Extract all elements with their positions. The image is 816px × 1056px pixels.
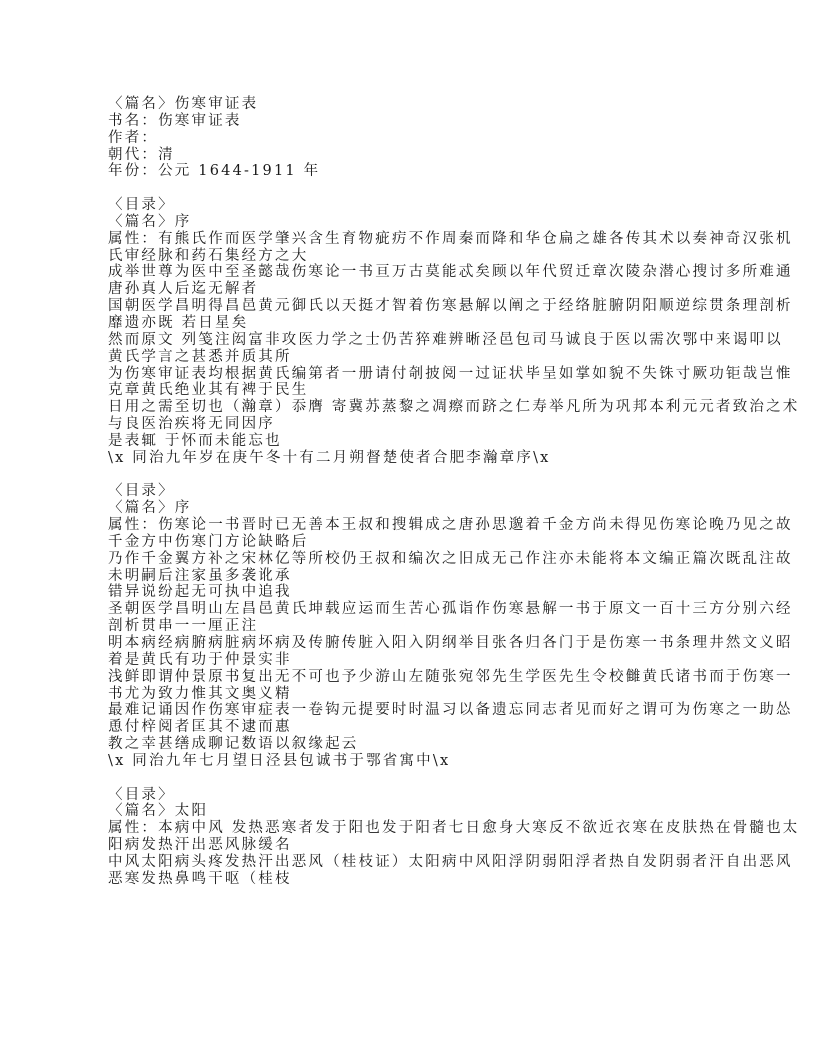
document-body (108, 96, 800, 888)
text-line: 书名：伤寒审证表 (108, 112, 242, 129)
text-line: 〈篇名〉序 (108, 500, 192, 517)
text-line: 错异说纷起无可执中追我 (108, 584, 292, 601)
text-line: 浅鲜即谓仲景原书复出无不可也予少游山左随张宛邻先生学医先生令校雠黄氏诸书而于伤寒一 (108, 668, 793, 685)
text-line: 〈目录〉 (108, 197, 175, 214)
text-line: 恶寒发热鼻鸣干呕（桂枝 (108, 870, 292, 887)
text-line: 恿付梓阅者匡其不逮而惠 (108, 719, 292, 736)
text-line: 阳病发热汗出恶风脉缓名 (108, 837, 292, 854)
text-line: 圣朝医学昌明山左昌邑黄氏坤载应运而生苦心孤诣作伤寒悬解一书于原文一百十三方分别六经 (108, 601, 793, 618)
text-line: 属性：伤寒论一书晋时已无善本王叔和搜辑成之唐孙思邈着千金方尚未得见伤寒论晚乃见之故 (108, 517, 793, 534)
text-line: 着是黄氏有功于仲景实非 (108, 651, 292, 668)
text-line: 成举世尊为医中至圣懿哉伤寒论一书亘万古莫能忒矣顾以年代贸迁章次陵杂潜心搜讨多所难通 (108, 264, 793, 281)
section-spacer (108, 180, 728, 197)
text-line: 属性：本病中风 发热恶寒者发于阳也发于阳者七日愈身大寒反不欲近衣寒在皮肤热在骨髓也太 (108, 820, 800, 837)
section-spacer (108, 467, 728, 484)
text-line: 最难记诵因作伤寒审症表一卷钩元提要时时温习以备遗忘同志者见而好之谓可为伤寒之一助怂 (108, 702, 793, 719)
text-line: 〈目录〉 (108, 786, 175, 803)
text-line: 剖析贯串一一厘正注 (108, 618, 259, 635)
text-line: 〈篇名〉伤寒审证表 (108, 96, 259, 112)
text-line: 氏审经脉和药石集经方之大 (108, 247, 309, 264)
text-line: 克章黄氏绝业其有裨于民生 (108, 382, 309, 399)
text-line: 〈篇名〉太阳 (108, 803, 209, 820)
document-section (108, 96, 728, 180)
text-line: 〈篇名〉序 (108, 213, 192, 230)
text-line: 属性：有熊氏作而医学肇兴含生育物疵疠不作周秦而降和华仓扁之雄各传其术以奏神奇汉张机 (108, 230, 793, 247)
text-line: 为伤寒审证表均根据黄氏编第者一册请付剞披阅一过证状毕呈如掌如貌不失铢寸厥功钜哉岂惟 (108, 365, 793, 382)
text-line: 国朝医学昌明得昌邑黄元御氏以天挺才智着伤寒悬解以阐之于经络脏腑阴阳顺逆综贯条理剖析 (108, 298, 793, 315)
text-line: 千金方中伤寒门方论缺略后 (108, 533, 309, 550)
text-line: 明本病经病腑病脏病坏病及传腑传脏入阳入阴纲举目张各归各门于是伤寒一书条理井然文义昭 (108, 635, 793, 651)
document-section (108, 483, 793, 769)
text-line: \x 同治九年岁在庚午冬十有二月朔督楚使者合肥李瀚章序\x (108, 449, 551, 466)
document-section (108, 197, 800, 467)
text-line: 朝代：清 (108, 146, 175, 163)
text-line: 与良医治疾将无同因序 (108, 416, 275, 433)
text-line: 是表辄 于怀而未能忘也 (108, 432, 282, 449)
text-line: 未明嗣后注家虽多袭讹承 (108, 567, 292, 584)
text-line: 中风太阳病头疼发热汗出恶风（桂枝证）太阳病中风阳浮阴弱阳浮者热自发阴弱者汗自出恶风 (108, 853, 793, 870)
text-line: 〈目录〉 (108, 483, 175, 500)
text-line: 然而原文 列笺注闳富非攻医力学之士仍苦猝难辨晰泾邑包司马诚良于医以需次鄂中来谒叩以 (108, 331, 783, 348)
text-line: 唐孙真人后迄无解者 (108, 281, 259, 298)
text-line: 教之幸甚缮成聊记数语以叙缘起云 (108, 736, 359, 753)
text-line: 作者： (108, 129, 159, 146)
text-line: 日用之需至切也（瀚章）忝膺 寄冀苏蒸黎之凋瘵而跻之仁寿举凡所为巩邦本利元元者致治之术 (108, 399, 800, 416)
text-line: 年份：公元 1644-1911 年 (108, 163, 321, 180)
document-section (108, 786, 800, 888)
text-line: 乃作千金翼方补之宋林亿等所校仍王叔和编次之旧成无己作注亦未能将本文编正篇次既乱注故 (108, 550, 793, 567)
text-line: 书尤为致力惟其文奥义精 (108, 685, 292, 702)
text-line: 靡遗亦既 若日星矣 (108, 314, 249, 331)
text-line: \x 同治九年七月望日泾县包诚书于鄂省寓中\x (108, 752, 451, 769)
text-line: 黄氏学言之甚悉并质其所 (108, 348, 292, 365)
section-spacer (108, 770, 728, 787)
